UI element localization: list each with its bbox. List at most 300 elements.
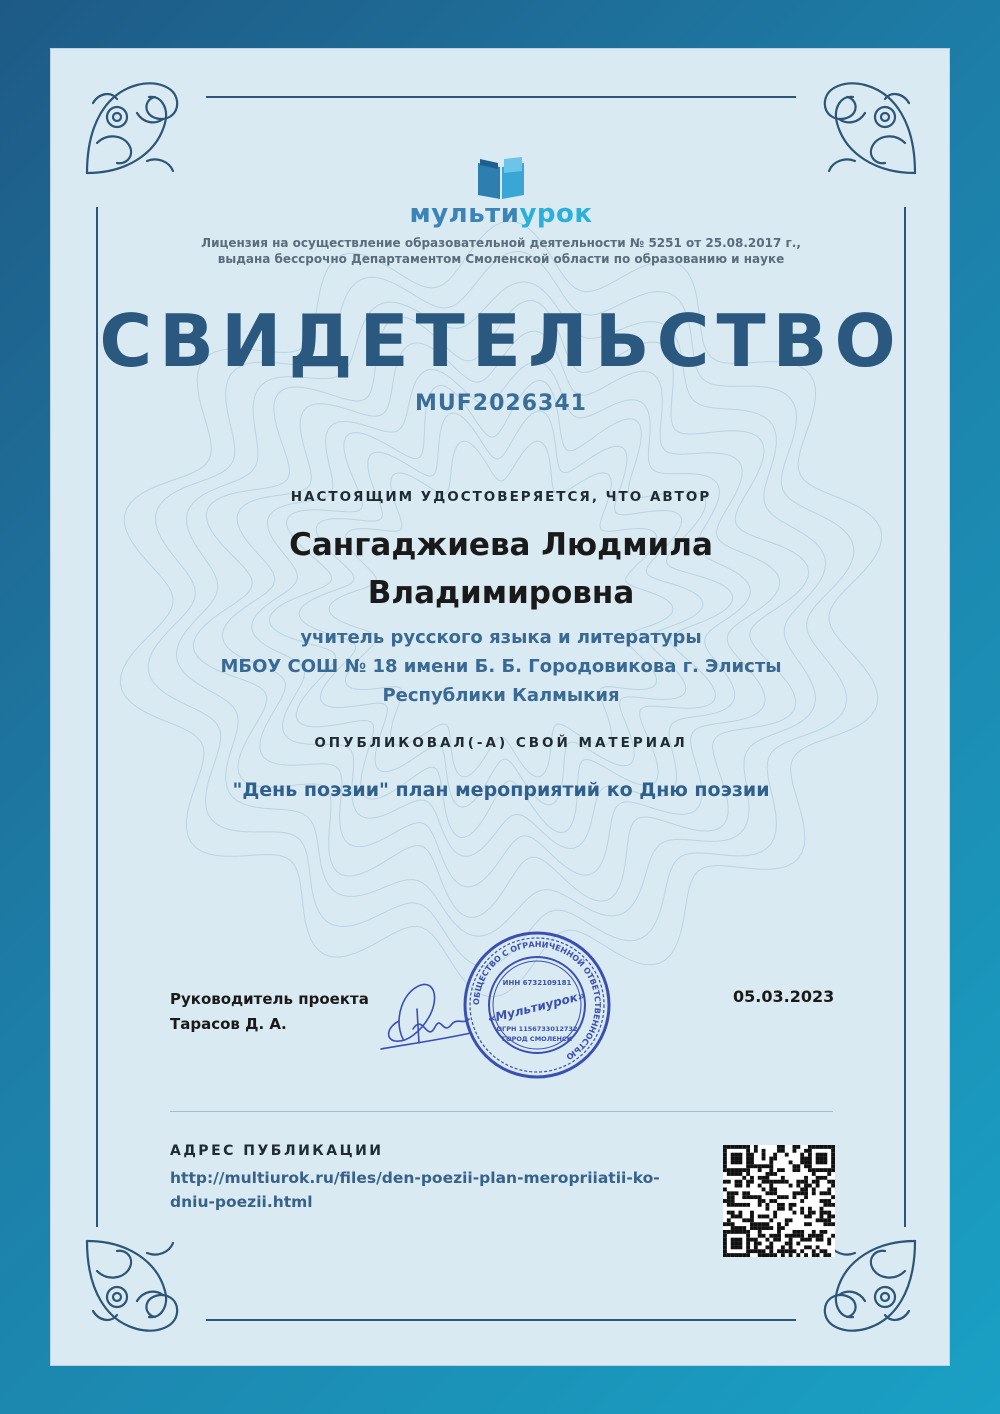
qr-module bbox=[727, 1180, 731, 1184]
qr-module bbox=[765, 1203, 769, 1207]
qr-module bbox=[823, 1153, 827, 1157]
qr-module bbox=[773, 1153, 777, 1157]
qr-module bbox=[723, 1180, 727, 1184]
qr-module bbox=[731, 1238, 735, 1242]
qr-module bbox=[781, 1249, 785, 1253]
qr-module bbox=[773, 1211, 777, 1215]
qr-module bbox=[742, 1195, 746, 1199]
qr-module bbox=[742, 1253, 746, 1257]
qr-module bbox=[769, 1180, 773, 1184]
qr-module bbox=[769, 1226, 773, 1230]
qr-module bbox=[793, 1145, 797, 1149]
qr-module bbox=[804, 1187, 808, 1191]
qr-module bbox=[812, 1172, 816, 1176]
qr-module bbox=[762, 1234, 766, 1238]
qr-module bbox=[735, 1145, 739, 1149]
qr-module bbox=[793, 1230, 797, 1234]
qr-module bbox=[738, 1153, 742, 1157]
qr-module bbox=[831, 1203, 835, 1207]
qr-module bbox=[769, 1218, 773, 1222]
qr-module bbox=[831, 1157, 835, 1161]
qr-module bbox=[823, 1249, 827, 1253]
publication-url-line-2[interactable]: dniu-poezii.html bbox=[170, 1193, 313, 1211]
qr-module bbox=[804, 1184, 808, 1188]
qr-module bbox=[827, 1187, 831, 1191]
qr-module bbox=[796, 1253, 800, 1257]
qr-module bbox=[820, 1218, 824, 1222]
qr-module bbox=[758, 1222, 762, 1226]
qr-module bbox=[796, 1242, 800, 1246]
qr-module bbox=[812, 1187, 816, 1191]
qr-module bbox=[804, 1157, 808, 1161]
qr-module bbox=[765, 1238, 769, 1242]
qr-module bbox=[738, 1215, 742, 1219]
qr-module bbox=[735, 1180, 739, 1184]
qr-module bbox=[831, 1180, 835, 1184]
qr-module bbox=[827, 1242, 831, 1246]
qr-module bbox=[777, 1203, 781, 1207]
position-line-2: МБОУ СОШ № 18 имени Б. Б. Городовикова г. Элисты bbox=[220, 656, 782, 677]
qr-module bbox=[758, 1242, 762, 1246]
qr-module bbox=[823, 1230, 827, 1234]
qr-module bbox=[816, 1245, 820, 1249]
qr-module bbox=[808, 1207, 812, 1211]
qr-module bbox=[800, 1238, 804, 1242]
qr-module bbox=[773, 1172, 777, 1176]
qr-module bbox=[723, 1145, 727, 1149]
qr-module bbox=[816, 1238, 820, 1242]
qr-module bbox=[816, 1180, 820, 1184]
qr-module bbox=[762, 1164, 766, 1168]
qr-module bbox=[723, 1245, 727, 1249]
qr-module bbox=[773, 1191, 777, 1195]
qr-module bbox=[731, 1203, 735, 1207]
qr-module bbox=[820, 1176, 824, 1180]
qr-module bbox=[723, 1222, 727, 1226]
qr-module bbox=[820, 1234, 824, 1238]
qr-module bbox=[777, 1226, 781, 1230]
qr-module bbox=[727, 1168, 731, 1172]
qr-module bbox=[750, 1164, 754, 1168]
qr-module bbox=[804, 1160, 808, 1164]
qr-module bbox=[738, 1203, 742, 1207]
qr-module bbox=[777, 1180, 781, 1184]
qr-module bbox=[781, 1149, 785, 1153]
qr-module bbox=[746, 1157, 750, 1161]
qr-module bbox=[746, 1164, 750, 1168]
qr-module bbox=[746, 1238, 750, 1242]
qr-module bbox=[831, 1149, 835, 1153]
qr-module bbox=[742, 1218, 746, 1222]
qr-module bbox=[827, 1253, 831, 1257]
qr-module bbox=[731, 1215, 735, 1219]
qr-module bbox=[777, 1234, 781, 1238]
qr-module bbox=[823, 1168, 827, 1172]
issue-date: 05.03.2023 bbox=[733, 987, 835, 1006]
qr-module bbox=[816, 1253, 820, 1257]
qr-module bbox=[727, 1203, 731, 1207]
qr-module bbox=[731, 1226, 735, 1230]
qr-module bbox=[758, 1234, 762, 1238]
qr-module bbox=[723, 1164, 727, 1168]
qr-module bbox=[820, 1153, 824, 1157]
qr-module bbox=[746, 1168, 750, 1172]
qr-module bbox=[827, 1168, 831, 1172]
qr-module bbox=[762, 1253, 766, 1257]
qr-module bbox=[808, 1245, 812, 1249]
qr-module bbox=[800, 1211, 804, 1215]
qr-module bbox=[738, 1253, 742, 1257]
qr-module bbox=[800, 1160, 804, 1164]
qr-module bbox=[754, 1226, 758, 1230]
qr-module bbox=[758, 1230, 762, 1234]
qr-module bbox=[785, 1249, 789, 1253]
certificate-number: MUF2026341 bbox=[415, 391, 587, 416]
qr-module bbox=[727, 1145, 731, 1149]
qr-module bbox=[727, 1199, 731, 1203]
qr-module bbox=[731, 1145, 735, 1149]
qr-module bbox=[769, 1191, 773, 1195]
qr-module bbox=[789, 1245, 793, 1249]
qr-module bbox=[750, 1222, 754, 1226]
qr-module bbox=[777, 1149, 781, 1153]
qr-module bbox=[765, 1253, 769, 1257]
qr-module bbox=[746, 1180, 750, 1184]
qr-module bbox=[762, 1199, 766, 1203]
qr-module bbox=[723, 1157, 727, 1161]
qr-module bbox=[796, 1168, 800, 1172]
qr-module bbox=[731, 1195, 735, 1199]
qr-module bbox=[812, 1234, 816, 1238]
qr-module bbox=[762, 1222, 766, 1226]
qr-module bbox=[723, 1230, 727, 1234]
qr-module bbox=[773, 1234, 777, 1238]
qr-module bbox=[750, 1211, 754, 1215]
qr-module bbox=[773, 1238, 777, 1242]
license-line-2: выдана бессрочно Департаментом Смоленской области по образованию и науке bbox=[217, 252, 785, 266]
qr-module bbox=[827, 1203, 831, 1207]
qr-module bbox=[793, 1234, 797, 1238]
qr-module bbox=[735, 1153, 739, 1157]
qr-module bbox=[735, 1157, 739, 1161]
qr-module bbox=[812, 1180, 816, 1184]
qr-module bbox=[820, 1168, 824, 1172]
qr-module bbox=[746, 1145, 750, 1149]
qr-module bbox=[773, 1199, 777, 1203]
qr-module bbox=[777, 1249, 781, 1253]
qr-module bbox=[808, 1184, 812, 1188]
qr-module bbox=[731, 1211, 735, 1215]
qr-module bbox=[789, 1242, 793, 1246]
qr-module bbox=[773, 1187, 777, 1191]
qr-module bbox=[742, 1168, 746, 1172]
qr-module bbox=[746, 1249, 750, 1253]
qr-module bbox=[831, 1164, 835, 1168]
qr-module bbox=[723, 1253, 727, 1257]
qr-module bbox=[800, 1234, 804, 1238]
qr-module bbox=[758, 1195, 762, 1199]
qr-module bbox=[804, 1180, 808, 1184]
qr-code-icon[interactable] bbox=[723, 1145, 835, 1257]
qr-module bbox=[816, 1145, 820, 1149]
qr-module bbox=[808, 1164, 812, 1168]
qr-module bbox=[827, 1145, 831, 1149]
qr-module bbox=[746, 1172, 750, 1176]
qr-module bbox=[796, 1234, 800, 1238]
qr-module bbox=[735, 1242, 739, 1246]
qr-module bbox=[785, 1234, 789, 1238]
stamp-city: ГОРОД СМОЛЕНСК bbox=[501, 1035, 573, 1043]
qr-module bbox=[765, 1222, 769, 1226]
qr-module bbox=[735, 1191, 739, 1195]
qr-module bbox=[789, 1207, 793, 1211]
qr-module bbox=[765, 1226, 769, 1230]
qr-module bbox=[831, 1215, 835, 1219]
qr-module bbox=[754, 1164, 758, 1168]
qr-module bbox=[820, 1238, 824, 1242]
qr-module bbox=[808, 1145, 812, 1149]
qr-module bbox=[738, 1180, 742, 1184]
certificate-title: СВИДЕТЕЛЬСТВО bbox=[99, 299, 903, 383]
qr-module bbox=[762, 1226, 766, 1230]
qr-module bbox=[808, 1215, 812, 1219]
qr-module bbox=[823, 1253, 827, 1257]
qr-module bbox=[738, 1245, 742, 1249]
qr-module bbox=[727, 1253, 731, 1257]
qr-module bbox=[750, 1160, 754, 1164]
qr-module bbox=[762, 1180, 766, 1184]
qr-module bbox=[746, 1253, 750, 1257]
qr-module bbox=[765, 1215, 769, 1219]
qr-module bbox=[812, 1191, 816, 1195]
qr-module bbox=[738, 1226, 742, 1230]
qr-module bbox=[773, 1180, 777, 1184]
qr-module bbox=[808, 1222, 812, 1226]
qr-module bbox=[738, 1184, 742, 1188]
qr-module bbox=[758, 1249, 762, 1253]
qr-module bbox=[746, 1195, 750, 1199]
qr-module bbox=[750, 1180, 754, 1184]
qr-module bbox=[731, 1160, 735, 1164]
qr-module bbox=[793, 1203, 797, 1207]
qr-module bbox=[738, 1172, 742, 1176]
qr-module bbox=[735, 1215, 739, 1219]
qr-module bbox=[723, 1199, 727, 1203]
qr-module bbox=[723, 1153, 727, 1157]
qr-module bbox=[723, 1234, 727, 1238]
qr-module bbox=[820, 1211, 824, 1215]
qr-module bbox=[812, 1230, 816, 1234]
qr-module bbox=[754, 1195, 758, 1199]
qr-module bbox=[800, 1191, 804, 1195]
signature-icon bbox=[373, 969, 473, 1059]
qr-module bbox=[831, 1222, 835, 1226]
qr-module bbox=[800, 1249, 804, 1253]
qr-module bbox=[804, 1238, 808, 1242]
qr-module bbox=[731, 1222, 735, 1226]
qr-module bbox=[781, 1226, 785, 1230]
qr-module bbox=[777, 1207, 781, 1211]
qr-module bbox=[816, 1153, 820, 1157]
qr-module bbox=[765, 1191, 769, 1195]
qr-module bbox=[823, 1157, 827, 1161]
qr-module bbox=[742, 1203, 746, 1207]
qr-module bbox=[727, 1222, 731, 1226]
qr-module bbox=[738, 1160, 742, 1164]
qr-module bbox=[820, 1249, 824, 1253]
qr-module bbox=[738, 1211, 742, 1215]
qr-module bbox=[800, 1153, 804, 1157]
qr-module bbox=[754, 1149, 758, 1153]
qr-module bbox=[820, 1191, 824, 1195]
qr-module bbox=[808, 1211, 812, 1215]
published-text: ОПУБЛИКОВАЛ(-А) СВОЙ МАТЕРИАЛ bbox=[314, 735, 688, 751]
qr-module bbox=[723, 1238, 727, 1242]
author-name bbox=[51, 521, 950, 617]
qr-module bbox=[735, 1184, 739, 1188]
qr-module bbox=[820, 1145, 824, 1149]
qr-module bbox=[750, 1176, 754, 1180]
qr-module bbox=[781, 1203, 785, 1207]
qr-module bbox=[823, 1203, 827, 1207]
signatory-name: Тарасов Д. А. bbox=[170, 1015, 287, 1033]
author-position bbox=[51, 623, 950, 710]
qr-module bbox=[796, 1145, 800, 1149]
license-text bbox=[51, 235, 950, 267]
qr-module bbox=[804, 1253, 808, 1257]
qr-module bbox=[804, 1176, 808, 1180]
qr-module bbox=[812, 1168, 816, 1172]
qr-module bbox=[758, 1199, 762, 1203]
qr-module bbox=[735, 1245, 739, 1249]
qr-module bbox=[731, 1191, 735, 1195]
qr-module bbox=[808, 1168, 812, 1172]
qr-module bbox=[765, 1176, 769, 1180]
qr-module bbox=[758, 1226, 762, 1230]
qr-module bbox=[773, 1215, 777, 1219]
qr-module bbox=[765, 1245, 769, 1249]
frame-bottom-rule bbox=[206, 1319, 796, 1321]
qr-module bbox=[781, 1245, 785, 1249]
qr-module bbox=[754, 1242, 758, 1246]
qr-module bbox=[820, 1199, 824, 1203]
book-logo-icon bbox=[476, 157, 526, 201]
publication-url[interactable] bbox=[170, 1166, 710, 1214]
qr-module bbox=[823, 1160, 827, 1164]
qr-module bbox=[816, 1234, 820, 1238]
position-line-1: учитель русского языка и литературы bbox=[300, 627, 702, 648]
qr-module bbox=[823, 1145, 827, 1149]
qr-module bbox=[750, 1153, 754, 1157]
qr-module bbox=[731, 1242, 735, 1246]
qr-module bbox=[808, 1153, 812, 1157]
qr-module bbox=[723, 1249, 727, 1253]
qr-module bbox=[742, 1226, 746, 1230]
qr-module bbox=[754, 1222, 758, 1226]
publication-address-heading: АДРЕС ПУБЛИКАЦИИ bbox=[170, 1143, 384, 1159]
author-name-line-1: Сангаджиева Людмила bbox=[289, 527, 713, 563]
stamp-ogrn: ОГРН 1156733012732 bbox=[496, 1025, 578, 1033]
qr-module bbox=[823, 1211, 827, 1215]
qr-module bbox=[827, 1180, 831, 1184]
qr-module bbox=[781, 1168, 785, 1172]
qr-module bbox=[816, 1168, 820, 1172]
qr-module bbox=[777, 1230, 781, 1234]
qr-module bbox=[746, 1149, 750, 1153]
qr-module bbox=[754, 1238, 758, 1242]
qr-module bbox=[754, 1145, 758, 1149]
qr-module bbox=[758, 1184, 762, 1188]
qr-module bbox=[793, 1191, 797, 1195]
qr-module bbox=[723, 1187, 727, 1191]
qr-module bbox=[735, 1238, 739, 1242]
qr-module bbox=[738, 1230, 742, 1234]
qr-module bbox=[785, 1222, 789, 1226]
qr-module bbox=[781, 1180, 785, 1184]
qr-module bbox=[735, 1160, 739, 1164]
brand-part-1: мульти bbox=[409, 199, 520, 229]
qr-module bbox=[816, 1160, 820, 1164]
frame-top-rule bbox=[206, 96, 796, 98]
qr-module bbox=[812, 1249, 816, 1253]
qr-module bbox=[831, 1184, 835, 1188]
qr-module bbox=[789, 1253, 793, 1257]
publication-url-line-1[interactable]: http://multiurok.ru/files/den-poezii-plan-meropriiatii-ko- bbox=[170, 1169, 660, 1187]
qr-module bbox=[746, 1234, 750, 1238]
qr-module bbox=[750, 1249, 754, 1253]
qr-module bbox=[777, 1222, 781, 1226]
qr-module bbox=[746, 1245, 750, 1249]
brand-wordmark bbox=[51, 199, 950, 229]
qr-module bbox=[731, 1157, 735, 1161]
corner-ornament-icon bbox=[77, 1231, 187, 1341]
qr-module bbox=[816, 1157, 820, 1161]
qr-module bbox=[742, 1145, 746, 1149]
qr-module bbox=[831, 1234, 835, 1238]
qr-module bbox=[808, 1157, 812, 1161]
material-title: "День поэзии" план мероприятий ко Дню поэзии bbox=[232, 779, 770, 801]
qr-module bbox=[808, 1160, 812, 1164]
qr-module bbox=[777, 1145, 781, 1149]
qr-module bbox=[823, 1191, 827, 1195]
qr-module bbox=[800, 1199, 804, 1203]
qr-module bbox=[758, 1203, 762, 1207]
qr-module bbox=[731, 1199, 735, 1203]
stamp-inn: ИНН 6732109181 bbox=[502, 979, 572, 987]
qr-module bbox=[769, 1234, 773, 1238]
qr-module bbox=[762, 1149, 766, 1153]
qr-module bbox=[785, 1195, 789, 1199]
qr-module bbox=[785, 1218, 789, 1222]
qr-module bbox=[738, 1238, 742, 1242]
qr-module bbox=[765, 1207, 769, 1211]
qr-module bbox=[789, 1160, 793, 1164]
qr-module bbox=[727, 1172, 731, 1176]
qr-module bbox=[750, 1215, 754, 1219]
qr-module bbox=[827, 1238, 831, 1242]
qr-module bbox=[746, 1160, 750, 1164]
qr-module bbox=[746, 1218, 750, 1222]
qr-module bbox=[800, 1230, 804, 1234]
qr-module bbox=[793, 1195, 797, 1199]
qr-module bbox=[789, 1203, 793, 1207]
qr-module bbox=[769, 1242, 773, 1246]
qr-module bbox=[746, 1230, 750, 1234]
license-line-1: Лицензия на осуществление образовательной деятельности № 5251 от 25.08.2017 г., bbox=[201, 236, 801, 250]
qr-module bbox=[758, 1176, 762, 1180]
signatory-role: Руководитель проекта bbox=[170, 990, 369, 1008]
qr-module bbox=[762, 1187, 766, 1191]
